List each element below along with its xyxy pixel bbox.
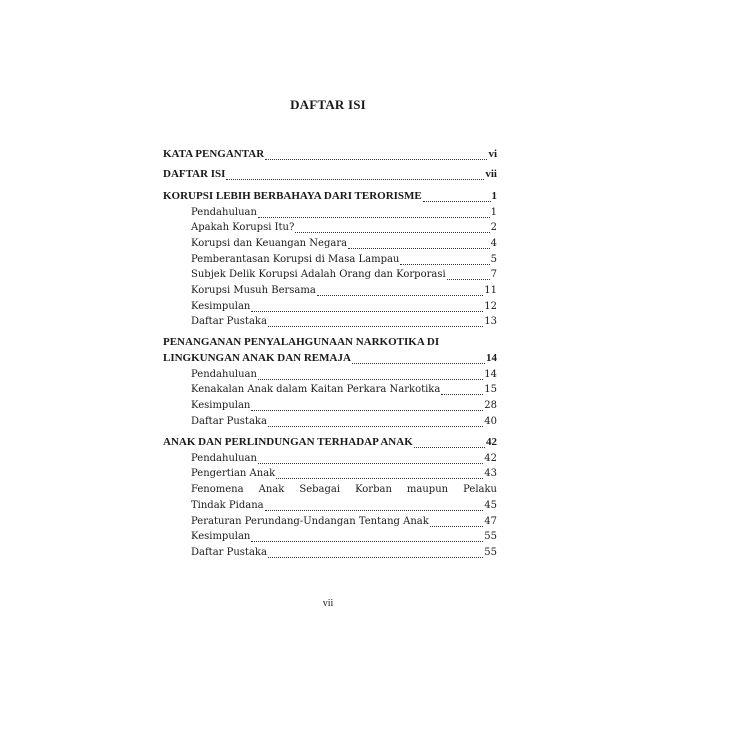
dot-leader bbox=[265, 150, 487, 160]
chapter-title: KORUPSI LEBIH BERBAHAYA DARI TERORISME bbox=[163, 190, 422, 202]
toc-entry-label: DAFTAR ISI bbox=[163, 168, 226, 180]
toc-subentry-line-2 bbox=[191, 498, 497, 513]
dot-leader bbox=[430, 517, 483, 527]
toc-subentry bbox=[191, 529, 497, 544]
subentry-page: 15 bbox=[484, 384, 497, 395]
subentry-label: Tindak Pidana bbox=[191, 500, 264, 511]
subentry-label: Daftar Pustaka bbox=[191, 416, 267, 427]
subentry-label: Pendahuluan bbox=[191, 453, 257, 464]
dot-leader bbox=[268, 317, 483, 327]
subentry-label: Daftar Pustaka bbox=[191, 547, 267, 558]
toc-subentry-line-1 bbox=[191, 482, 497, 497]
subentry-page: 13 bbox=[484, 316, 497, 327]
dot-leader bbox=[258, 370, 483, 380]
toc-entry-page: vii bbox=[485, 168, 497, 180]
subentry-page: 1 bbox=[490, 207, 497, 218]
subentry-page: 55 bbox=[484, 531, 497, 542]
dot-leader bbox=[423, 192, 491, 202]
toc-subentry bbox=[191, 466, 497, 481]
toc-subentry bbox=[191, 367, 497, 382]
chapter-page: 14 bbox=[486, 352, 497, 364]
subentry-label: Peraturan Perundang-Undangan Tentang Anak bbox=[191, 516, 429, 527]
subentry-page: 11 bbox=[484, 285, 497, 296]
chapter-page: 42 bbox=[486, 436, 497, 448]
subentry-label: Korupsi dan Keuangan Negara bbox=[191, 238, 348, 249]
page-title: DAFTAR ISI bbox=[290, 97, 366, 112]
dot-leader bbox=[276, 469, 483, 479]
dot-leader bbox=[317, 286, 483, 296]
subentry-label: Fenomena Anak Sebagai Korban maupun Pelaku bbox=[191, 484, 497, 495]
subentry-label: Kenakalan Anak dalam Kaitan Perkara Narkotika bbox=[191, 384, 441, 395]
chapter-page: 1 bbox=[491, 190, 497, 202]
toc-subentry bbox=[191, 398, 497, 413]
subentry-page: 45 bbox=[484, 500, 497, 511]
toc-subentry bbox=[191, 283, 497, 298]
subentry-label: Pemberantasan Korupsi di Masa Lampau bbox=[191, 254, 400, 265]
dot-leader bbox=[441, 385, 483, 395]
toc-subentry bbox=[191, 252, 497, 267]
subentry-page: 55 bbox=[484, 547, 497, 558]
subentry-page: 14 bbox=[484, 369, 497, 380]
toc-subentry bbox=[191, 205, 497, 220]
chapter-title: LINGKUNGAN ANAK DAN REMAJA bbox=[163, 352, 351, 364]
toc-chapter-3 bbox=[163, 435, 497, 450]
dot-leader bbox=[295, 223, 489, 233]
page-number: vii bbox=[322, 598, 334, 609]
toc-chapter-2-line-1 bbox=[163, 335, 497, 350]
dot-leader bbox=[400, 255, 489, 265]
toc-entry-page: vi bbox=[488, 148, 497, 160]
dot-leader bbox=[268, 548, 483, 558]
dot-leader bbox=[251, 401, 483, 411]
subentry-label: Daftar Pustaka bbox=[191, 316, 267, 327]
subentry-label: Kesimpulan bbox=[191, 400, 251, 411]
toc-subentry bbox=[191, 514, 497, 529]
chapter-title: PENANGANAN PENYALAHGUNAAN NARKOTIKA DI bbox=[163, 336, 440, 348]
toc-subentry bbox=[191, 382, 497, 397]
toc-chapter-2-line-2 bbox=[163, 351, 497, 366]
toc-entry-label: KATA PENGANTAR bbox=[163, 148, 265, 160]
dot-leader bbox=[251, 302, 483, 312]
subentry-label: Pendahuluan bbox=[191, 369, 257, 380]
subentry-page: 2 bbox=[490, 222, 497, 233]
dot-leader bbox=[352, 354, 485, 364]
subentry-label: Pengertian Anak bbox=[191, 468, 276, 479]
subentry-label: Kesimpulan bbox=[191, 531, 251, 542]
toc-chapter-1 bbox=[163, 189, 497, 204]
dot-leader bbox=[348, 239, 490, 249]
subentry-label: Apakah Korupsi Itu? bbox=[191, 222, 295, 233]
toc-subentry bbox=[191, 451, 497, 466]
toc-subentry bbox=[191, 267, 497, 282]
toc-subentry bbox=[191, 314, 497, 329]
dot-leader bbox=[258, 208, 490, 218]
subentry-page: 47 bbox=[484, 516, 497, 527]
toc-subentry bbox=[191, 220, 497, 235]
subentry-page: 5 bbox=[490, 254, 497, 265]
subentry-page: 12 bbox=[484, 301, 497, 312]
toc-entry-kata-pengantar bbox=[163, 147, 497, 162]
chapter-title: ANAK DAN PERLINDUNGAN TERHADAP ANAK bbox=[163, 436, 413, 448]
toc-subentry bbox=[191, 414, 497, 429]
subentry-page: 43 bbox=[484, 468, 497, 479]
subentry-label: Subjek Delik Korupsi Adalah Orang dan Korporasi bbox=[191, 269, 446, 280]
subentry-page: 42 bbox=[484, 453, 497, 464]
subentry-page: 4 bbox=[490, 238, 497, 249]
dot-leader bbox=[447, 270, 490, 280]
toc-subentry bbox=[191, 545, 497, 560]
toc-subentry bbox=[191, 299, 497, 314]
dot-leader bbox=[414, 438, 485, 448]
toc-entry-daftar-isi bbox=[163, 167, 497, 182]
subentry-label: Korupsi Musuh Bersama bbox=[191, 285, 316, 296]
subentry-label: Pendahuluan bbox=[191, 207, 257, 218]
dot-leader bbox=[251, 532, 483, 542]
dot-leader bbox=[268, 417, 483, 427]
subentry-label: Kesimpulan bbox=[191, 301, 251, 312]
dot-leader bbox=[226, 170, 484, 180]
dot-leader bbox=[265, 501, 484, 511]
dot-leader bbox=[258, 454, 483, 464]
toc-subentry bbox=[191, 236, 497, 251]
subentry-page: 7 bbox=[490, 269, 497, 280]
subentry-page: 40 bbox=[484, 416, 497, 427]
subentry-page: 28 bbox=[484, 400, 497, 411]
